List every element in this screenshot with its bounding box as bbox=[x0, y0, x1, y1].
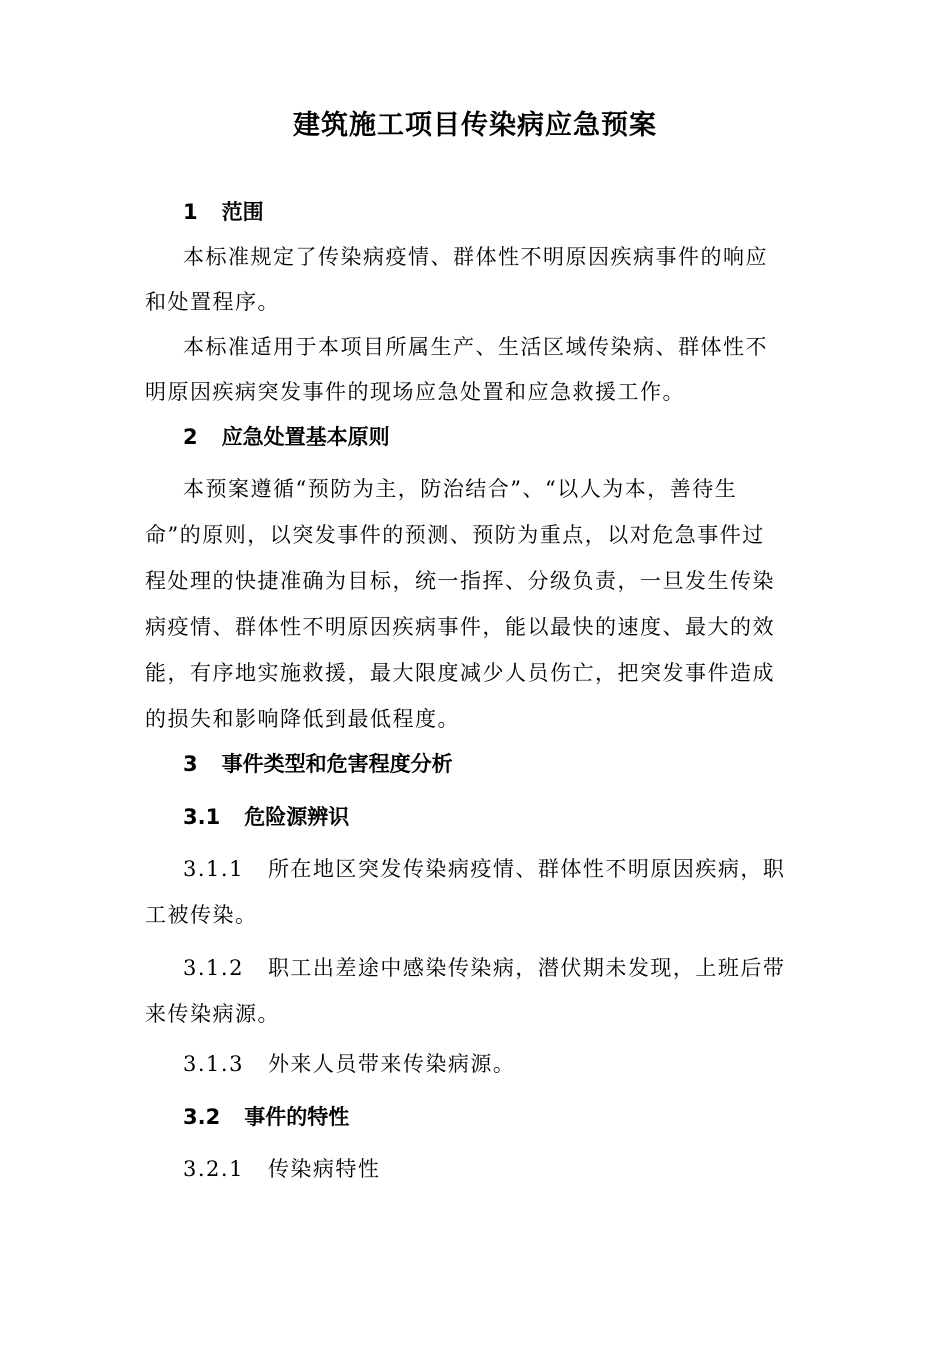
clause-3-1-1 bbox=[145, 847, 815, 938]
clause-line: 来传染病源。 bbox=[145, 1002, 280, 1026]
clause-number: 3.1.1 bbox=[183, 857, 244, 881]
section-3-2-heading bbox=[145, 1095, 815, 1140]
paragraph-scope-2 bbox=[145, 325, 815, 415]
section-title: 危险源辨识 bbox=[244, 805, 350, 829]
paragraph-line: 的损失和影响降低到最低程度。 bbox=[145, 707, 460, 731]
section-number: 3.1 bbox=[183, 805, 221, 829]
section-number: 2 bbox=[183, 425, 198, 449]
paragraph-line: 和处置程序。 bbox=[145, 290, 280, 314]
clause-line: 外来人员带来传染病源。 bbox=[267, 1052, 516, 1076]
section-title: 应急处置基本原则 bbox=[221, 425, 390, 449]
paragraph-principles bbox=[145, 467, 815, 743]
clause-number: 3.1.2 bbox=[183, 956, 244, 980]
section-title: 范围 bbox=[221, 200, 264, 224]
paragraph-line: 程处理的快捷准确为目标，统一指挥、分级负责，一旦发生传染 bbox=[145, 569, 775, 593]
paragraph-line: 本标准规定了传染病疫情、群体性不明原因疾病事件的响应 bbox=[183, 245, 768, 269]
section-number: 3.2 bbox=[183, 1105, 221, 1129]
paragraph-line: 病疫情、群体性不明原因疾病事件，能以最快的速度、最大的效 bbox=[145, 615, 775, 639]
clause-line: 工被传染。 bbox=[145, 903, 258, 927]
paragraph-line: 本标准适用于本项目所属生产、生活区域传染病、群体性不 bbox=[183, 335, 768, 359]
clause-line: 传染病特性 bbox=[267, 1157, 381, 1181]
section-title: 事件类型和危害程度分析 bbox=[221, 752, 453, 776]
paragraph-scope-1 bbox=[145, 235, 815, 325]
document-title: 建筑施工项目传染病应急预案 bbox=[293, 110, 657, 141]
clause-line: 所在地区突发传染病疫情、群体性不明原因疾病，职 bbox=[267, 857, 786, 881]
section-1-heading bbox=[145, 190, 815, 235]
clause-number: 3.1.3 bbox=[183, 1052, 244, 1076]
paragraph-line: 命”的原则，以突发事件的预测、预防为重点，以对危急事件过 bbox=[145, 523, 765, 547]
clause-3-1-2 bbox=[145, 946, 815, 1037]
paragraph-line: 本预案遵循“预防为主，防治结合”、“以人为本，善待生 bbox=[183, 477, 738, 501]
section-3-heading bbox=[145, 742, 815, 787]
section-title: 事件的特性 bbox=[244, 1105, 350, 1129]
section-number: 3 bbox=[183, 752, 198, 776]
section-number: 1 bbox=[183, 200, 198, 224]
clause-3-1-3 bbox=[145, 1042, 815, 1087]
section-2-heading bbox=[145, 415, 815, 460]
paragraph-line: 明原因疾病突发事件的现场应急处置和应急救援工作。 bbox=[145, 380, 685, 404]
clause-number: 3.2.1 bbox=[183, 1157, 244, 1181]
clause-line: 职工出差途中感染传染病，潜伏期未发现，上班后带 bbox=[267, 956, 786, 980]
clause-3-2-1 bbox=[145, 1147, 815, 1192]
paragraph-line: 能，有序地实施救援，最大限度减少人员伤亡，把突发事件造成 bbox=[145, 661, 775, 685]
section-3-1-heading bbox=[145, 795, 815, 840]
